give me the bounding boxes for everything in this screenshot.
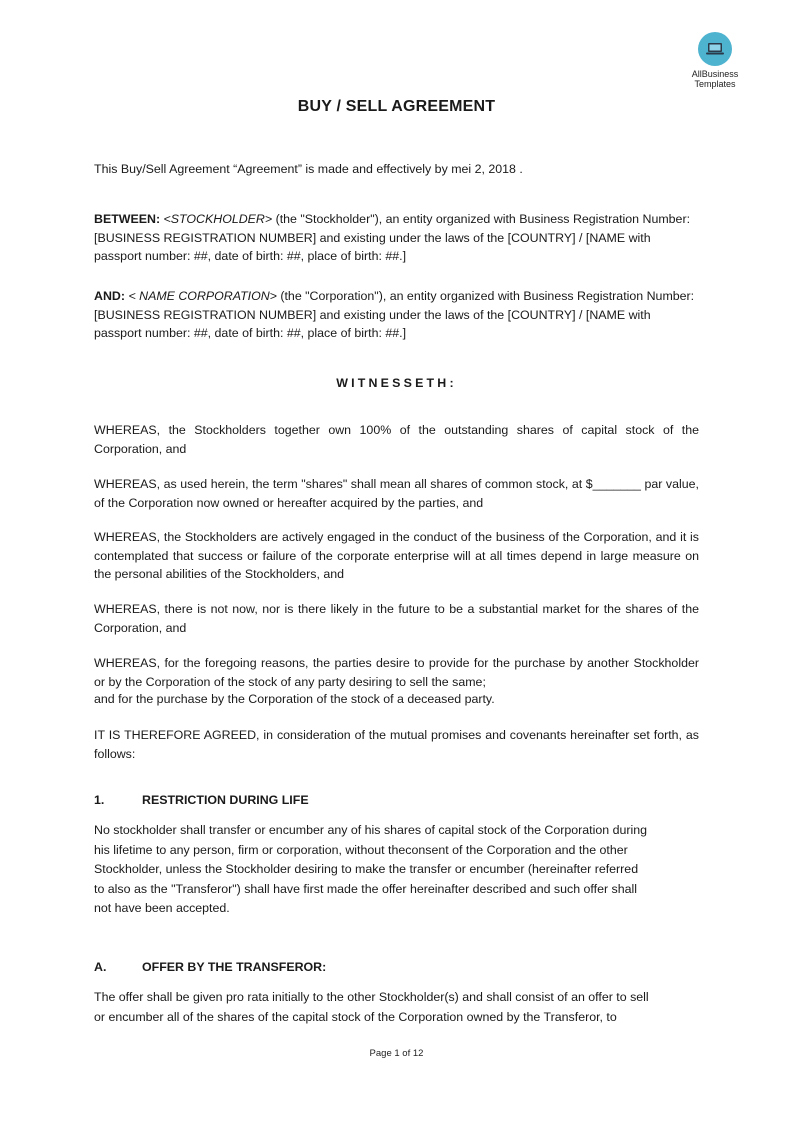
- intro-paragraph: This Buy/Sell Agreement “Agreement” is made and effectively by mei 2, 2018 .: [94, 162, 523, 176]
- allbusiness-logo: [680, 32, 750, 89]
- between-paragraph: [94, 210, 699, 266]
- page-number: Page 1 of 12: [369, 1048, 424, 1059]
- and-paragraph: [94, 287, 699, 343]
- between-party: <STOCKHOLDER>: [163, 212, 273, 226]
- witnesseth-heading: WITNESSETH:: [336, 376, 457, 390]
- whereas-paragraph: WHEREAS, the Stockholders are actively engaged in the conduct of the business of the Corporation, and it is contemplated that success or failure of the corporate enterprise will at all times depend in large measure on the personal abilities of the Stockholders, and: [94, 530, 699, 581]
- section-1-body: [94, 821, 699, 919]
- section-a-title: OFFER BY THE TRANSFEROR:: [142, 960, 327, 974]
- logo-text: [680, 69, 750, 89]
- body-line: Stockholder, unless the Stockholder desiring to make the transfer or encumber (hereinafter referred: [94, 862, 639, 876]
- section-a-heading: [94, 958, 699, 977]
- section-1-number: 1.: [94, 793, 105, 807]
- whereas-paragraph: WHEREAS, for the foregoing reasons, the parties desire to provide for the purchase by another Stockholder or by the Corporation of the stock of any party desiring to sell the same;: [94, 656, 699, 689]
- between-text: (the "Stockholder"), an entity organized with Business Registration Number: [BUSINESS REGISTRATION NUMBER] and existing under the laws of the [COUNTRY] / [NAME with passport number: ##, date of birth: ##, place of birth: ##.]: [94, 212, 691, 263]
- whereas-paragraph: WHEREAS, as used herein, the term "shares" shall mean all shares of common stock, at $_______ par value, of the Corporation now owned or hereafter acquired by the parties, and: [94, 477, 699, 510]
- body-line: not have been accepted.: [94, 901, 230, 915]
- logo-line-2: Templates: [694, 79, 736, 89]
- laptop-icon: [705, 41, 725, 57]
- whereas-paragraph: WHEREAS, there is not now, nor is there likely in the future to be a substantial market for the shares of the Corporation, and: [94, 602, 699, 635]
- whereas-paragraph: WHEREAS, the Stockholders together own 100% of the outstanding shares of capital stock of the Corporation, and: [94, 423, 699, 456]
- document-title: BUY / SELL AGREEMENT: [297, 98, 496, 115]
- section-a-body: [94, 988, 699, 1027]
- body-line: No stockholder shall transfer or encumber any of his shares of capital stock of the Corporation during: [94, 823, 648, 837]
- logo-line-1: AllBusiness: [691, 69, 739, 79]
- body-line: to also as the "Transferor") shall have first made the offer hereinafter described and such offer shall: [94, 881, 638, 896]
- whereas-continuation: and for the purchase by the Corporation of the stock of a deceased party.: [94, 692, 495, 706]
- and-text: (the "Corporation"), an entity organized with Business Registration Number: [BUSINESS REGISTRATION NUMBER] and existing under the laws of the [COUNTRY] / [NAME with passport number: ##, date of birth: ##, place of birth: ##.]: [94, 289, 695, 340]
- section-1-heading: [94, 791, 699, 810]
- body-line: The offer shall be given pro rata initially to the other Stockholder(s) and shall consist of an offer to sell: [94, 990, 649, 1004]
- section-1-title: RESTRICTION DURING LIFE: [142, 793, 309, 807]
- body-line: his lifetime to any person, firm or corporation, without theconsent of the Corporation and the other: [94, 842, 628, 857]
- and-label: AND:: [94, 289, 125, 303]
- and-party: < NAME CORPORATION>: [128, 289, 277, 303]
- section-a-number: A.: [94, 960, 107, 974]
- logo-badge: [698, 32, 732, 66]
- agreed-paragraph: IT IS THEREFORE AGREED, in consideration of the mutual promises and covenants hereinafter set forth, as follows:: [94, 728, 699, 761]
- between-label: BETWEEN:: [94, 212, 161, 226]
- body-line: or encumber all of the shares of the capital stock of the Corporation owned by the Transferor, to: [94, 1009, 617, 1024]
